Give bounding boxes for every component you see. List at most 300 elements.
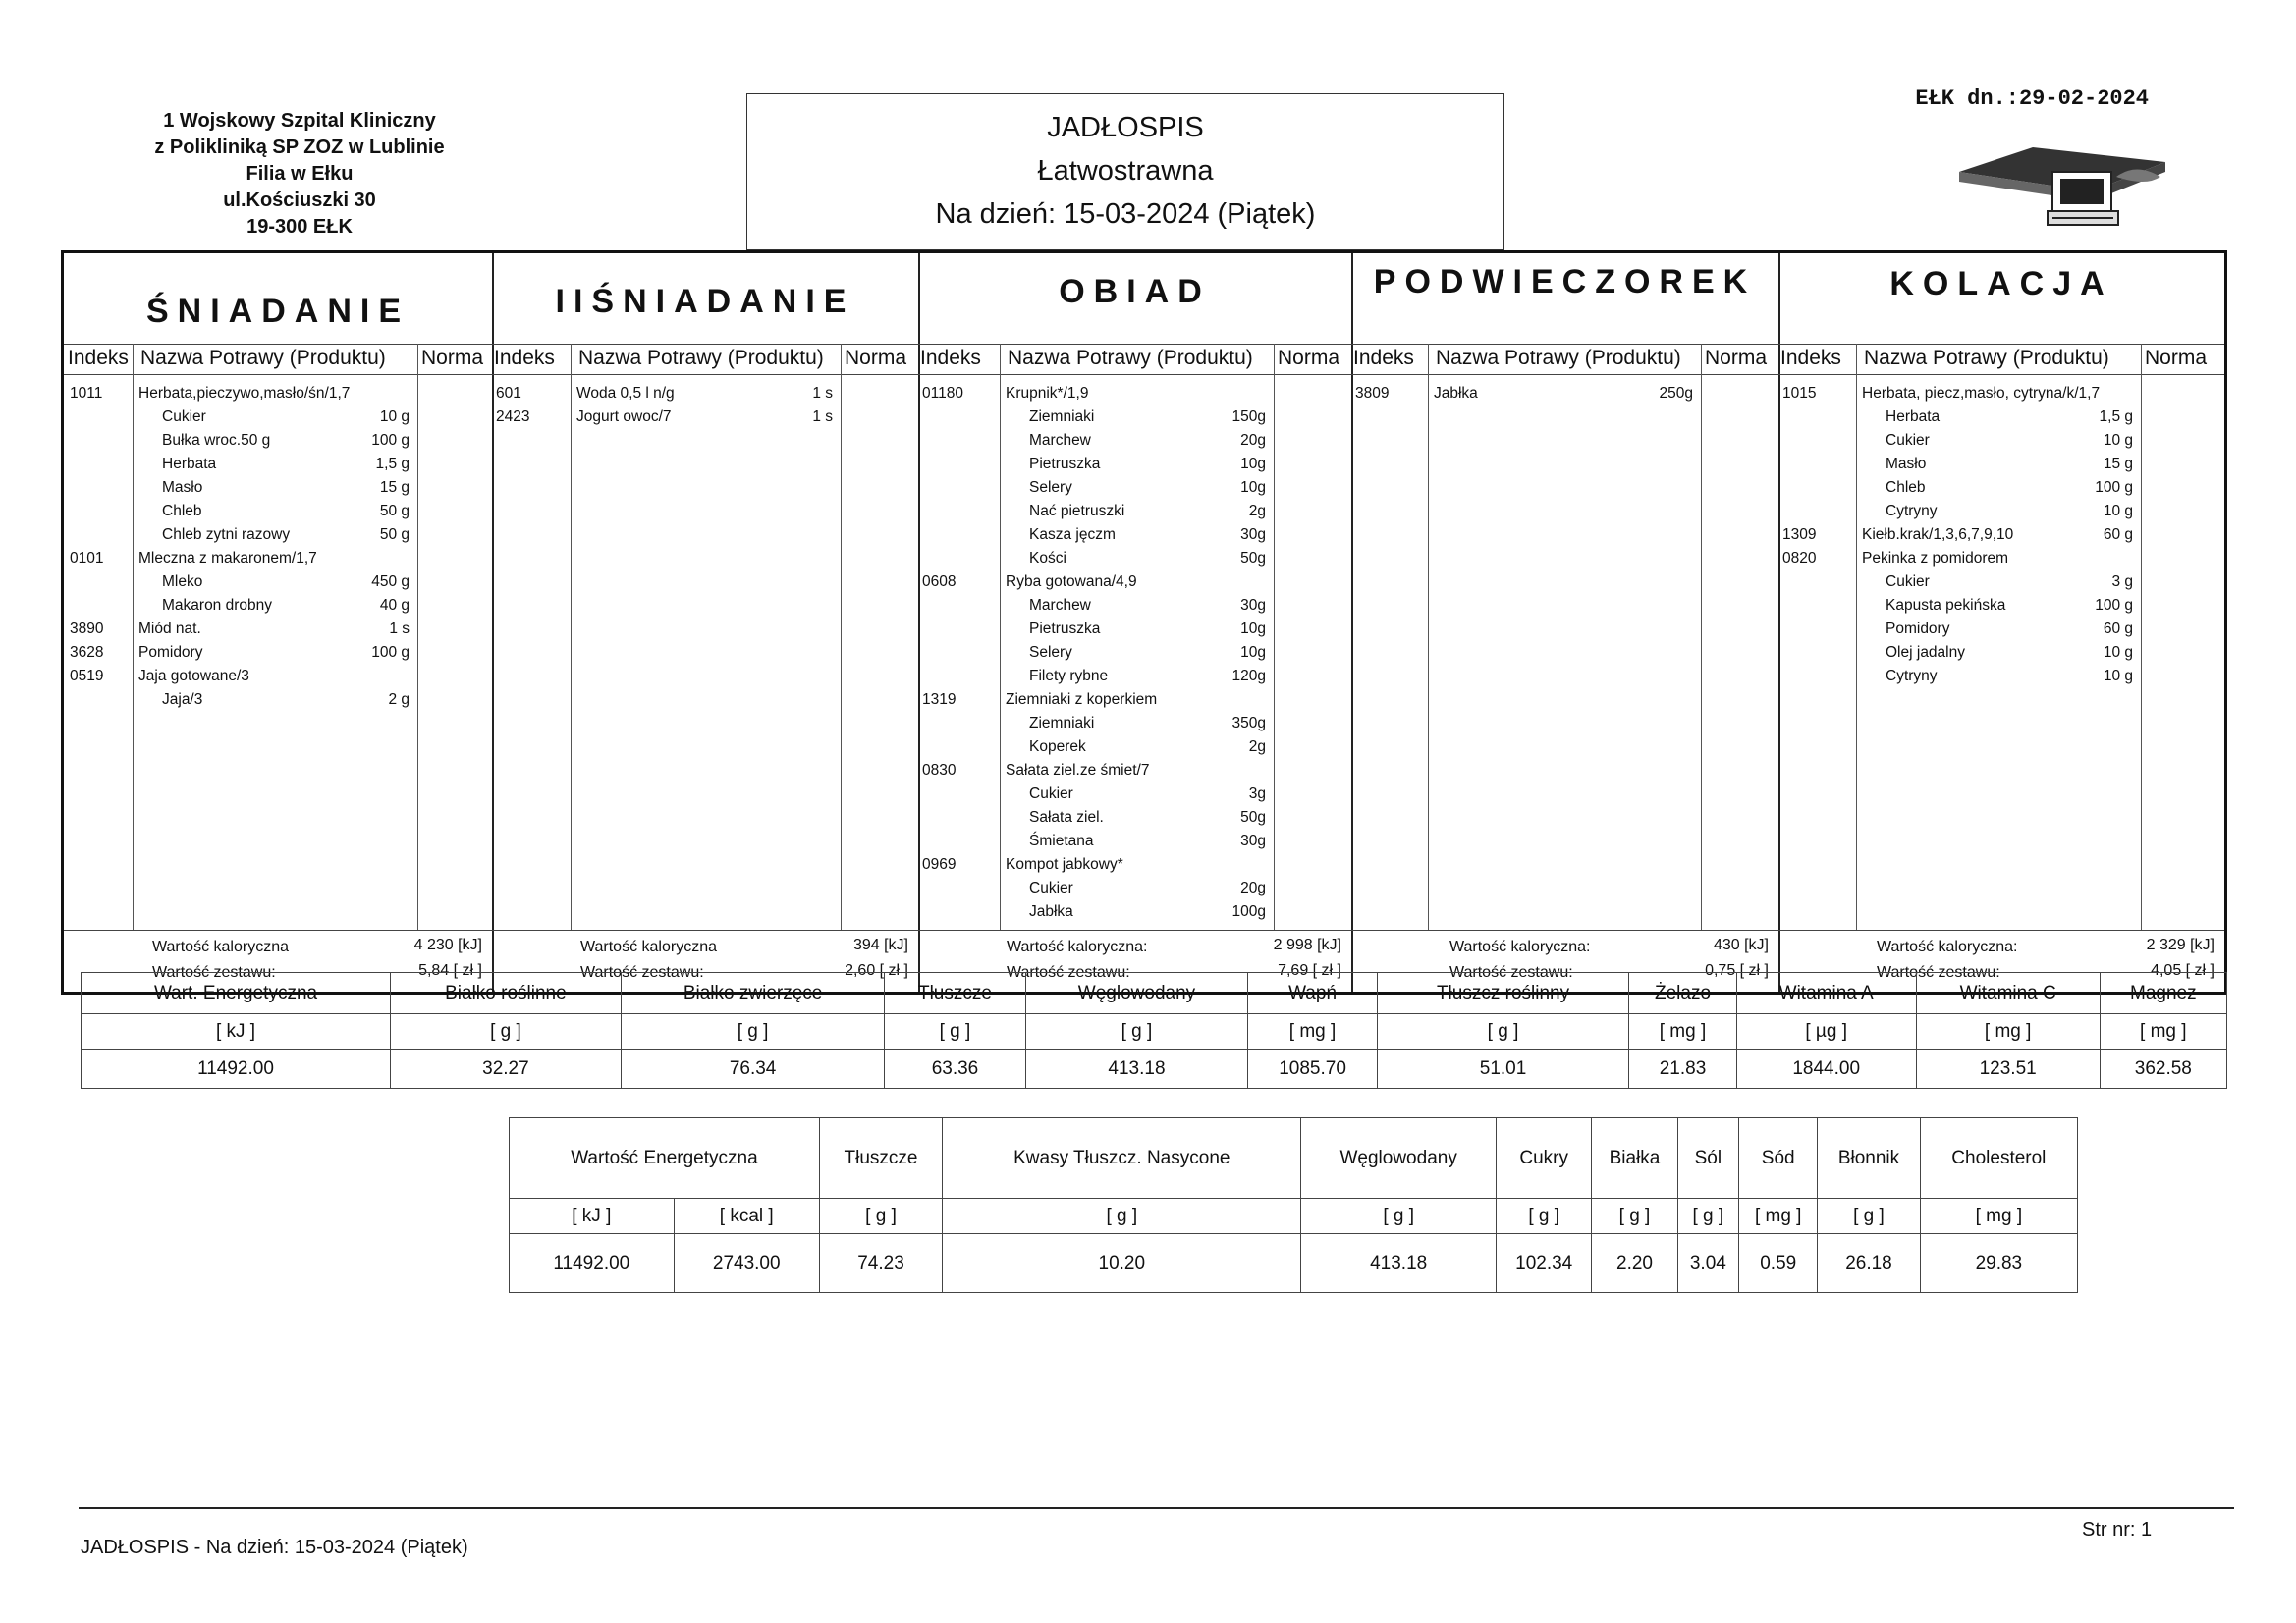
header-indeks: Indeks (68, 347, 129, 369)
item-name: Woda 0,5 l n/g (576, 385, 675, 402)
nutrient-value: 74.23 (819, 1234, 942, 1293)
column-divider (1701, 344, 1702, 931)
cost-value: 5,84 [ zł ] (418, 962, 482, 979)
item-norm: 1,5 g (375, 456, 410, 472)
hospital-line: 1 Wojskowy Szpital Kliniczny (163, 110, 436, 132)
item-name: Cukier (162, 408, 206, 425)
item-norm: 3 g (2111, 573, 2133, 590)
nutrient-unit: [ g ] (943, 1199, 1301, 1234)
column-divider (1428, 344, 1429, 931)
item-norm: 20g (1240, 432, 1266, 449)
item-norm: 2g (1248, 738, 1266, 755)
item-norm: 15 g (2103, 456, 2133, 472)
meal-title: ŚNIADANIE (145, 293, 410, 330)
header-norma: Norma (1278, 347, 1340, 369)
nutrient-unit: [ mg ] (1916, 1014, 2100, 1050)
nutrient-value: 76.34 (621, 1050, 885, 1089)
menu-item-row (64, 666, 492, 689)
item-name: Masło (162, 479, 203, 496)
footer-divider (492, 930, 918, 931)
nutrient-name: Cukry (1496, 1118, 1592, 1199)
nutrient-unit: [ g ] (1592, 1199, 1677, 1234)
item-name: Ziemniaki z koperkiem (1006, 691, 1158, 708)
item-norm: 3g (1248, 785, 1266, 802)
header-nazwa: Nazwa Potrawy (Produktu) (1436, 347, 1681, 369)
calorie-value: 394 [kJ] (852, 937, 908, 953)
menu-item-row (1778, 383, 2224, 406)
energy-unit: [ kcal ] (674, 1199, 819, 1234)
menu-item-row (64, 501, 492, 524)
book-computer-logo-icon (1954, 137, 2170, 231)
menu-item-row (1778, 571, 2224, 595)
header-nazwa: Nazwa Potrawy (Produktu) (1008, 347, 1253, 369)
cost-value: 4,05 [ zł ] (2151, 962, 2214, 979)
item-name: Chleb zytni razowy (162, 526, 291, 543)
menu-item-row (918, 642, 1351, 666)
item-norm: 350g (1231, 715, 1266, 731)
item-name: Chleb (1886, 479, 1926, 496)
nutrient-name: Tłuszcze (819, 1118, 942, 1199)
column-divider (841, 344, 842, 931)
menu-item-row (918, 548, 1351, 571)
item-name: Chleb (162, 503, 202, 519)
nutrient-value: 10.20 (943, 1234, 1301, 1293)
menu-item-row (918, 430, 1351, 454)
item-name: Śmietana (1029, 833, 1094, 849)
menu-item-row (64, 477, 492, 501)
menu-item-row (918, 595, 1351, 619)
item-name: Jabłka (1434, 385, 1478, 402)
menu-item-row (918, 807, 1351, 831)
menu-item-row (918, 666, 1351, 689)
menu-item-row (1351, 383, 1778, 406)
item-norm: 100 g (371, 644, 410, 661)
item-name: Cukier (1029, 880, 1073, 896)
nutrient-value: 2.20 (1592, 1234, 1677, 1293)
nutrient-name: Sól (1677, 1118, 1739, 1199)
item-name: Selery (1029, 644, 1072, 661)
footer-text: JADŁOSPIS - Na dzień: 15-03-2024 (Piątek) (81, 1537, 468, 1558)
menu-item-row (1778, 454, 2224, 477)
item-name: Miód nat. (138, 621, 201, 637)
item-name: Pietruszka (1029, 621, 1101, 637)
nutrient-value: 1844.00 (1736, 1050, 1916, 1089)
nutrient-unit: [ g ] (1377, 1014, 1629, 1050)
item-name: Pomidory (1886, 621, 1950, 637)
item-index: 3890 (70, 621, 104, 637)
item-index: 01180 (922, 385, 963, 402)
menu-item-row (918, 713, 1351, 736)
item-name: Ziemniaki (1029, 408, 1095, 425)
menu-item-row (1778, 548, 2224, 571)
meal-column (492, 253, 920, 992)
item-name: Jaja gotowane/3 (138, 668, 249, 684)
column-header (64, 344, 492, 375)
item-norm: 10g (1240, 479, 1266, 496)
menu-item-row (492, 406, 918, 430)
item-name: Jogurt owoc/7 (576, 408, 672, 425)
item-name: Sałata ziel.ze śmiet/7 (1006, 762, 1150, 779)
item-name: Herbata,pieczywo,masło/śn/1,7 (138, 385, 351, 402)
nutrient-value: 102.34 (1496, 1234, 1592, 1293)
menu-item-row (1778, 406, 2224, 430)
menu-item-row (918, 477, 1351, 501)
nutrient-name: Węglowodany (1301, 1118, 1497, 1199)
item-name: Pekinka z pomidorem (1862, 550, 2009, 567)
nutrient-value: 362.58 (2100, 1050, 2226, 1089)
menu-item-row (64, 524, 492, 548)
menu-item-row (918, 854, 1351, 878)
nutrient-unit: [ kJ ] (82, 1014, 391, 1050)
menu-item-row (918, 501, 1351, 524)
nutrient-value: 1085.70 (1248, 1050, 1377, 1089)
item-norm: 30g (1240, 833, 1266, 849)
item-norm: 1 s (812, 408, 833, 425)
column-header (1351, 344, 1778, 375)
header-nazwa: Nazwa Potrawy (Produktu) (1864, 347, 2109, 369)
footer-divider (918, 930, 1351, 931)
footer-divider (64, 930, 492, 931)
cost-label: Wartość zestawu: (1007, 964, 1130, 981)
menu-item-row (918, 736, 1351, 760)
meal-items (64, 383, 492, 713)
meal-items (492, 383, 918, 430)
item-name: Herbata, piecz,masło, cytryna/k/1,7 (1862, 385, 2101, 402)
item-index: 1015 (1782, 385, 1817, 402)
menu-item-row (64, 689, 492, 713)
menu-item-row (1778, 430, 2224, 454)
nutrient-value: 63.36 (885, 1050, 1025, 1089)
item-name: Cukier (1886, 432, 1930, 449)
item-norm: 150g (1231, 408, 1266, 425)
cost-label: Wartość zestawu: (152, 964, 276, 981)
item-name: Cukier (1886, 573, 1930, 590)
item-norm: 20g (1240, 880, 1266, 896)
meal-title: KOLACJA (1889, 265, 2113, 302)
page-number: Str nr: 1 (2082, 1519, 2153, 1541)
item-index: 2423 (496, 408, 530, 425)
cost-label: Wartość zestawu: (1449, 964, 1573, 981)
nutrient-unit: [ mg ] (1739, 1199, 1818, 1234)
menu-item-row (64, 642, 492, 666)
hospital-line: 19-300 EŁK (246, 216, 353, 238)
menu-item-row (918, 571, 1351, 595)
item-name: Nać pietruszki (1029, 503, 1125, 519)
nutrient-name: Żelazo (1629, 973, 1736, 1014)
nutrient-unit: [ g ] (1025, 1014, 1248, 1050)
item-name: Ziemniaki (1029, 715, 1095, 731)
menu-item-row (492, 383, 918, 406)
nutrient-unit: [ mg ] (1629, 1014, 1736, 1050)
item-norm: 120g (1231, 668, 1266, 684)
meal-column (918, 253, 1353, 992)
calorie-value: 2 329 [kJ] (2146, 937, 2214, 953)
menu-item-row (918, 524, 1351, 548)
nutrient-name: Błonnik (1818, 1118, 1920, 1199)
column-header (918, 344, 1351, 375)
header-norma: Norma (1705, 347, 1768, 369)
item-norm: 60 g (2103, 526, 2133, 543)
nutrient-value: 3.04 (1677, 1234, 1739, 1293)
item-name: Jaja/3 (162, 691, 203, 708)
cost-label: Wartość zestawu: (580, 964, 704, 981)
calorie-label: Wartość kaloryczna: (1007, 939, 1148, 955)
nutrient-name: Kwasy Tłuszcz. Nasycone (943, 1118, 1301, 1199)
nutrient-value: 413.18 (1025, 1050, 1248, 1089)
cost-value: 7,69 [ zł ] (1278, 962, 1341, 979)
item-index: 0969 (922, 856, 957, 873)
item-norm: 10 g (2103, 503, 2133, 519)
meal-title: PODWIECZOREK (1373, 263, 1757, 300)
nutrient-name: Węglowodany (1025, 973, 1248, 1014)
menu-item-row (1778, 666, 2224, 689)
meals-table (61, 250, 2227, 995)
header-norma: Norma (421, 347, 484, 369)
nutrient-unit: [ g ] (1301, 1199, 1497, 1234)
menu-item-row (64, 383, 492, 406)
nutrient-name: Witamina C (1916, 973, 2100, 1014)
column-header (1778, 344, 2224, 375)
energy-unit: [ kJ ] (510, 1199, 675, 1234)
meal-column (1778, 253, 2224, 992)
meal-title: IIŚNIADANIE (555, 283, 855, 320)
menu-item-row (918, 619, 1351, 642)
page-title: JADŁOSPIS (1047, 112, 1204, 143)
calorie-value: 2 998 [kJ] (1273, 937, 1341, 953)
nutrient-name: Tłuszcze (885, 973, 1025, 1014)
menu-item-row (64, 619, 492, 642)
title-box (746, 93, 1504, 250)
meal-items (1778, 383, 2224, 689)
item-norm: 2g (1248, 503, 1266, 519)
item-norm: 10g (1240, 621, 1266, 637)
energy-value: 11492.00 (510, 1234, 675, 1293)
header-indeks: Indeks (920, 347, 981, 369)
column-divider (571, 344, 572, 931)
footer-rule (79, 1507, 2234, 1509)
nutrient-value: 413.18 (1301, 1234, 1497, 1293)
menu-item-row (918, 383, 1351, 406)
item-name: Kości (1029, 550, 1066, 567)
menu-date: Na dzień: 15-03-2024 (Piątek) (935, 198, 1316, 230)
item-name: Filety rybne (1029, 668, 1109, 684)
item-name: Krupnik*/1,9 (1006, 385, 1089, 402)
item-norm: 100 g (2095, 479, 2133, 496)
nutrient-value: 32.27 (391, 1050, 622, 1089)
hospital-line: Filia w Ełku (246, 163, 354, 185)
menu-item-row (918, 689, 1351, 713)
item-name: Koperek (1029, 738, 1086, 755)
item-index: 0519 (70, 668, 104, 684)
menu-item-row (64, 454, 492, 477)
menu-item-row (1778, 642, 2224, 666)
menu-item-row (918, 406, 1351, 430)
column-header (492, 344, 918, 375)
item-index: 1319 (922, 691, 957, 708)
nutrient-value: 21.83 (1629, 1050, 1736, 1089)
cost-value: 0,75 [ zł ] (1705, 962, 1769, 979)
header-indeks: Indeks (1780, 347, 1841, 369)
menu-item-row (64, 595, 492, 619)
item-name: Herbata (1886, 408, 1941, 425)
issue-date: EŁK dn.:29-02-2024 (1915, 86, 2149, 111)
menu-item-row (64, 571, 492, 595)
item-name: Masło (1886, 456, 1927, 472)
meal-items (1351, 383, 1778, 406)
item-norm: 10 g (379, 408, 410, 425)
item-name: Mleczna z makaronem/1,7 (138, 550, 317, 567)
item-name: Marchew (1029, 432, 1091, 449)
header-norma: Norma (845, 347, 907, 369)
header-nazwa: Nazwa Potrawy (Produktu) (140, 347, 386, 369)
nutrient-name: Sód (1739, 1118, 1818, 1199)
energy-header: Wartość Energetyczna (510, 1118, 820, 1199)
nutrient-name: Magnez (2100, 973, 2226, 1014)
nutrient-unit: [ mg ] (1248, 1014, 1377, 1050)
nutrient-unit: [ g ] (885, 1014, 1025, 1050)
menu-item-row (1778, 524, 2224, 548)
nutrient-unit: [ g ] (819, 1199, 942, 1234)
item-norm: 100 g (371, 432, 410, 449)
nutrient-name: Cholesterol (1920, 1118, 2077, 1199)
meal-title: OBIAD (1059, 273, 1211, 310)
nutrient-name: Wart. Energetyczna (82, 973, 391, 1014)
menu-item-row (918, 878, 1351, 901)
item-norm: 1 s (812, 385, 833, 402)
calorie-label: Wartość kaloryczna (152, 939, 289, 955)
item-name: Cytryny (1886, 503, 1938, 519)
item-index: 3809 (1355, 385, 1390, 402)
item-index: 0820 (1782, 550, 1817, 567)
item-norm: 100 g (2095, 597, 2133, 614)
menu-item-row (1778, 477, 2224, 501)
meal-column (1351, 253, 1780, 992)
item-norm: 50 g (379, 526, 410, 543)
item-index: 1309 (1782, 526, 1817, 543)
hospital-address (108, 108, 491, 241)
item-name: Pomidory (138, 644, 203, 661)
nutrient-value: 11492.00 (82, 1050, 391, 1089)
diet-name: Łatwostrawna (1037, 155, 1214, 187)
item-index: 601 (496, 385, 521, 402)
item-name: Mleko (162, 573, 203, 590)
nutrient-unit: [ mg ] (1920, 1199, 2077, 1234)
nutrient-name: Białko roślinne (391, 973, 622, 1014)
nutrient-name: Białko zwierzęce (621, 973, 885, 1014)
calorie-label: Wartość kaloryczna: (1449, 939, 1591, 955)
menu-item-row (64, 406, 492, 430)
item-name: Selery (1029, 479, 1072, 496)
cost-label: Wartość zestawu: (1877, 964, 2000, 981)
menu-item-row (1778, 619, 2224, 642)
meal-items (918, 383, 1351, 925)
item-norm: 450 g (371, 573, 410, 590)
item-norm: 50g (1240, 809, 1266, 826)
menu-item-row (64, 548, 492, 571)
item-norm: 1 s (389, 621, 410, 637)
item-index: 0608 (922, 573, 957, 590)
nutrient-value: 26.18 (1818, 1234, 1920, 1293)
item-norm: 30g (1240, 526, 1266, 543)
item-norm: 10g (1240, 644, 1266, 661)
item-norm: 60 g (2103, 621, 2133, 637)
item-name: Herbata (162, 456, 217, 472)
menu-item-row (64, 430, 492, 454)
nutrient-unit: [ g ] (1677, 1199, 1739, 1234)
item-norm: 10g (1240, 456, 1266, 472)
item-norm: 10 g (2103, 432, 2133, 449)
item-name: Marchew (1029, 597, 1091, 614)
nutrient-value: 123.51 (1916, 1050, 2100, 1089)
nutrient-name: Wapń (1248, 973, 1377, 1014)
item-norm: 2 g (388, 691, 410, 708)
menu-item-row (918, 784, 1351, 807)
item-index: 1011 (70, 385, 103, 402)
menu-item-row (918, 454, 1351, 477)
item-name: Kiełb.krak/1,3,6,7,9,10 (1862, 526, 2014, 543)
energy-value: 2743.00 (674, 1234, 819, 1293)
item-norm: 1,5 g (2099, 408, 2133, 425)
item-name: Cukier (1029, 785, 1073, 802)
item-name: Bułka wroc.50 g (162, 432, 271, 449)
menu-item-row (918, 760, 1351, 784)
item-name: Makaron drobny (162, 597, 273, 614)
item-name: Cytryny (1886, 668, 1938, 684)
item-norm: 100g (1231, 903, 1266, 920)
item-norm: 10 g (2103, 668, 2133, 684)
cost-value: 2,60 [ zł ] (845, 962, 908, 979)
item-index: 3628 (70, 644, 104, 661)
header-norma: Norma (2145, 347, 2208, 369)
calorie-value: 430 [kJ] (1713, 937, 1769, 953)
item-norm: 30g (1240, 597, 1266, 614)
item-name: Pietruszka (1029, 456, 1101, 472)
nutrient-unit: [ g ] (621, 1014, 885, 1050)
meal-column (64, 253, 494, 992)
hospital-line: z Polikliniką SP ZOZ w Lublinie (154, 136, 445, 158)
item-name: Kompot jabkowy* (1006, 856, 1123, 873)
nutrient-name: Witamina A (1736, 973, 1916, 1014)
item-name: Ryba gotowana/4,9 (1006, 573, 1137, 590)
item-name: Sałata ziel. (1029, 809, 1104, 826)
item-norm: 50g (1240, 550, 1266, 567)
menu-item-row (918, 831, 1351, 854)
calorie-value: 4 230 [kJ] (413, 937, 482, 953)
hospital-line: ul.Kościuszki 30 (223, 189, 376, 211)
item-norm: 40 g (379, 597, 410, 614)
nutrient-value: 29.83 (1920, 1234, 2077, 1293)
item-norm: 10 g (2103, 644, 2133, 661)
item-index: 0830 (922, 762, 957, 779)
nutrient-unit: [ mg ] (2100, 1014, 2226, 1050)
item-name: Olej jadalny (1886, 644, 1965, 661)
calorie-label: Wartość kaloryczna: (1877, 939, 2018, 955)
nutrient-unit: [ µg ] (1736, 1014, 1916, 1050)
nutrient-unit: [ g ] (1818, 1199, 1920, 1234)
nutrient-name: Białka (1592, 1118, 1677, 1199)
header-indeks: Indeks (1353, 347, 1414, 369)
header-nazwa: Nazwa Potrawy (Produktu) (578, 347, 824, 369)
nutrition-table-summary (509, 1117, 2078, 1293)
nutrient-unit: [ g ] (1496, 1199, 1592, 1234)
footer-divider (1351, 930, 1778, 931)
menu-item-row (918, 901, 1351, 925)
item-name: Kapusta pekińska (1886, 597, 2006, 614)
calorie-label: Wartość kaloryczna (580, 939, 717, 955)
item-norm: 15 g (379, 479, 410, 496)
nutrient-value: 0.59 (1739, 1234, 1818, 1293)
nutrient-name: Tłuszcz roślinny (1377, 973, 1629, 1014)
